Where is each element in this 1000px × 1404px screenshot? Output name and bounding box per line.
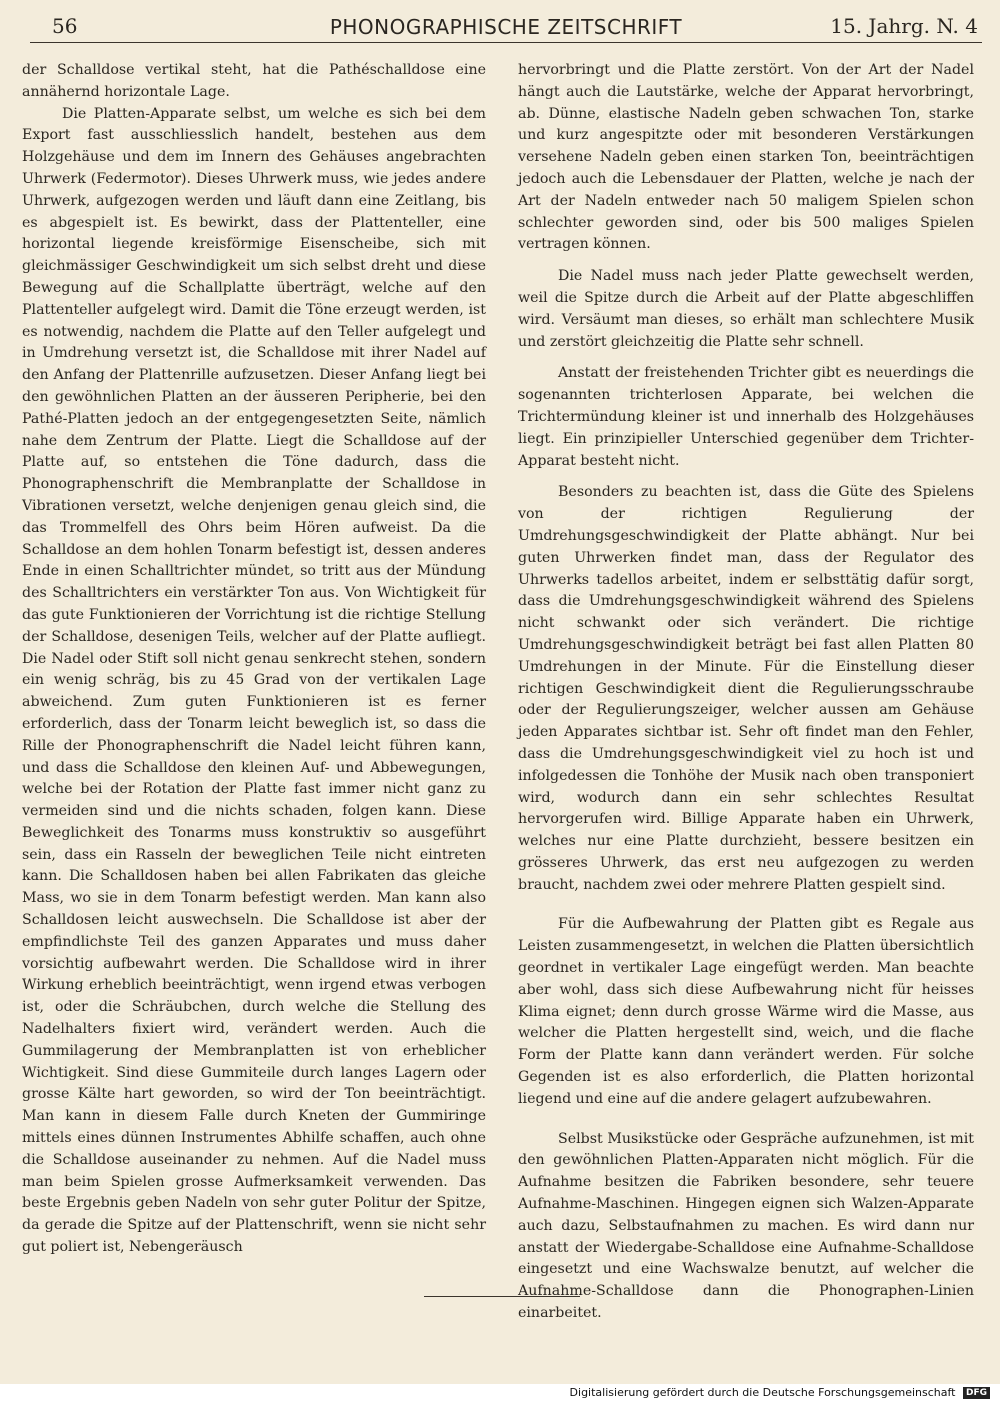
paragraph: Für die Aufbewahrung der Platten gibt es Regale aus Leisten zusammengesetzt, in welchen die Platten übersichtlich geordnet in vertikaler Lage eingefügt werden. Man beachte aber wohl, dass sich diese Aufbewahrung nicht für heisses Klima eignet; denn durch grosse Wärme wird die Masse, aus welcher die Platten hergestellt sind, weich, und die flache Form der Platte kann dann verändert werden. Für solche Gegenden ist es also erforderlich, die Platten horizontal liegend und eine auf die andere gelagert aufzubewahren. — [518, 916, 974, 1107]
left-column — [22, 60, 486, 1259]
issue-label: 15. Jahrg. N. 4 — [830, 14, 978, 38]
paragraph: Anstatt der freistehenden Trichter gibt es neuerdings die sogenannten trichterlosen Apparate, bei welchen die Trichtermündung kleiner ist und innerhalb des Holzgehäuses liegt. Ein prinzipieller Unterschied gegenüber dem Trichter-Apparat besteht nicht. — [518, 365, 974, 469]
journal-title: PHONOGRAPHISCHE ZEITSCHRIFT — [329, 15, 683, 39]
paragraph: hervorbringt und die Platte zerstört. Von der Art der Nadel hängt auch die Lautstärke, welche der Apparat hervorbringt, ab. Dünne, elastische Nadeln geben schwachen Ton, starke und kurz angespitzte oder mit besonderen Verstärkungen versehene Nadeln geben einen starken Ton, beeinträchtigen jedoch auch die Lebensdauer der Platten, welche je nach der Art der Nadeln entweder nach 50 maligem Spielen schon schlechter geworden sind, oder bis 500 maliges Spielen vertragen können. — [518, 62, 974, 253]
page-number: 56 — [52, 14, 78, 38]
paragraph: Die Platten-Apparate selbst, um welche es sich bei dem Export fast ausschliesslich handelt, bestehen aus dem Holzgehäuse und dem im Innern des Gehäuses angebrachten Uhrwerk (Federmotor). Dieses Uhrwerk muss, wie jedes andere Uhrwerk, aufgezogen werden und läuft dann eine Zeitlang, bis es abgespielt ist. Es bewirkt, dass der Plattenteller, eine horizontal liegende kreisförmige Eisenscheibe, sich mit gleichmässiger Geschwindigkeit um sich selbst dreht und diese Bewegung auf die Schallplatte überträgt, welche auf den Plattenteller aufgelegt wird. Damit die Töne erzeugt werden, ist es notwendig, nachdem die Platte auf den Teller aufgelegt und in Umdrehung versetzt ist, die Schalldose mit ihrer Nadel auf den Anfang der Plattenrille aufzusetzen. Dieser Anfang liegt bei den gewöhnlichen Platten an der äusseren Peripherie, bei den Pathé-Platten jedoch an der entgegengesetzten Seite, nämlich nahe dem Zentrum der Platte. Liegt die Schalldose auf der Platte auf, so entstehen die Töne dadurch, dass die Phonographenschrift die Membranplatte der Schalldose in Vibrationen versetzt, welche denjenigen genau gleich sind, die das Trommelfell des Ohrs beim Hören aufweist. Da die Schalldose an dem hohlen Tonarm befestigt ist, dessen anderes Ende in einen Schalltrichter mündet, so tritt aus der Mündung des Schalltrichters ein verstärkter Ton aus. Von Wichtigkeit für das gute Funktionieren der Vorrichtung ist die richtige Stellung der Schalldose, desenigen Teils, welcher auf der Platte aufliegt. Die Nadel oder Stift soll nicht genau senkrecht stehen, sondern ein wenig schräg, bis zu 45 Grad von der vertikalen Lage abweichend. Zum guten Funktionieren ist es ferner erforderlich, dass der Tonarm leicht beweglich ist, so dass die Rille der Phonographenschrift die Nadel leicht führen kann, und dass die Schalldose den kleinen Auf- und Abbewegungen, welche bei der Rotation der Platte fast immer nicht ganz zu vermeiden sind und die nichts schaden, folgen kann. Diese Beweglichkeit des Tonarms muss konstruktiv so ausgeführt sein, dass ein Rasseln der beweglichen Teile nicht eintreten kann. Die Schalldosen haben bei allen Fabrikaten das gleiche Mass, wo sie in dem Tonarm befestigt werden. Man kann also Schalldosen leicht auswechseln. Die Schalldose ist aber der empfindlichste Teil des ganzen Apparates und muss daher vorsichtig aufbewahrt werden. Die Schalldose wird in ihrer Wirkung erheblich beeinträchtigt, wenn irgend etwas verbogen ist, oder die Schräubchen, durch welche die Stellung des Nadelhalters fixiert wird, verändert werden. Auch die Gummilagerung der Membranplatten ist von erheblicher Wichtigkeit. Sind diese Gummiteile durch langes Lagern oder grosse Kälte hart geworden, so wird der Ton beeinträchtigt. Man kann in diesem Falle durch Kneten der Gummiringe mittels eines dünnen Instrumentes Abhilfe schaffen, auch ohne die Schalldose auseinander zu nehmen. Auf die Nadel muss man beim Spielen grosse Aufmerksamkeit verwenden. Das beste Ergebnis geben Nadeln von sehr guter Politur der Spitze, da gerade die Spitze auf der Plattenschrift, wenn sie nicht sehr gut poliert ist, Nebengeräusch — [22, 105, 486, 1256]
footer-text: Digitalisierung gefördert durch die Deutsche Forschungsgemeinschaft — [569, 1386, 956, 1399]
paragraph: der Schalldose vertikal steht, hat die Pathéschalldose eine annähernd horizontale Lage. — [22, 62, 486, 100]
paragraph: Besonders zu beachten ist, dass die Güte des Spielens von der richtigen Regulierung der Umdrehungsgeschwindigkeit der Platte abhängt. Nur bei guten Uhrwerken findet man, dass der Regulator des Uhrwerks tadellos arbeitet, indem er selbsttätig dafür sorgt, dass die Umdrehungsgeschwindigkeit während des Spielens nicht schwankt oder sich verändert. Die richtige Umdrehungsgeschwindigkeit beträgt bei fast allen Platten 80 Umdrehungen in der Minute. Für die Einstellung dieser richtigen Geschwindigkeit dient die Regulierungsschraube oder der Regulierungszeiger, welcher aussen am Gehäuse jeden Apparates sichtbar ist. Sehr oft findet man den Fehler, dass die Umdrehungsgeschwindigkeit viel zu hoch ist und infolgedessen die Tonhöhe der Musik nach oben transponiert wird, wodurch dann ein sehr schlechtes Resultat hervorgerufen wird. Billige Apparate haben ein Uhrwerk, welches nur eine Platte durchzieht, bessere besitzen ein grösseres Uhrwerk, das erst neu aufgezogen zu werden braucht, nachdem zwei oder mehrere Platten gespielt sind. — [518, 484, 974, 893]
page-header — [30, 14, 982, 43]
paragraph: Die Nadel muss nach jeder Platte gewechselt werden, weil die Spitze durch die Arbeit auf der Platte abgeschliffen wird. Versäumt man dieses, so erhält man schlechtere Musik und zerstört gleichzeitig die Platte sehr schnell. — [518, 268, 974, 350]
paragraph: Selbst Musikstücke oder Gespräche aufzunehmen, ist mit den gewöhnlichen Platten-Apparaten nicht möglich. Für die Aufnahme besitzen die Fabriken besondere, sehr teuere Aufnahme-Maschinen. Hingegen eignen sich Walzen-Apparate auch dazu, Selbstaufnahmen zu machen. Es wird dann nur anstatt der Wiedergabe-Schalldose eine Aufnahme-Schalldose eingesetzt und eine Wachswalze benutzt, auf welcher die Aufnahme-Schalldose dann die Phonographen-Linien einarbeitet. — [518, 1130, 974, 1322]
right-column — [518, 60, 974, 1325]
dfg-logo: DFG — [963, 1387, 990, 1399]
section-end-rule — [424, 1296, 580, 1297]
digitization-footer — [570, 1386, 990, 1399]
